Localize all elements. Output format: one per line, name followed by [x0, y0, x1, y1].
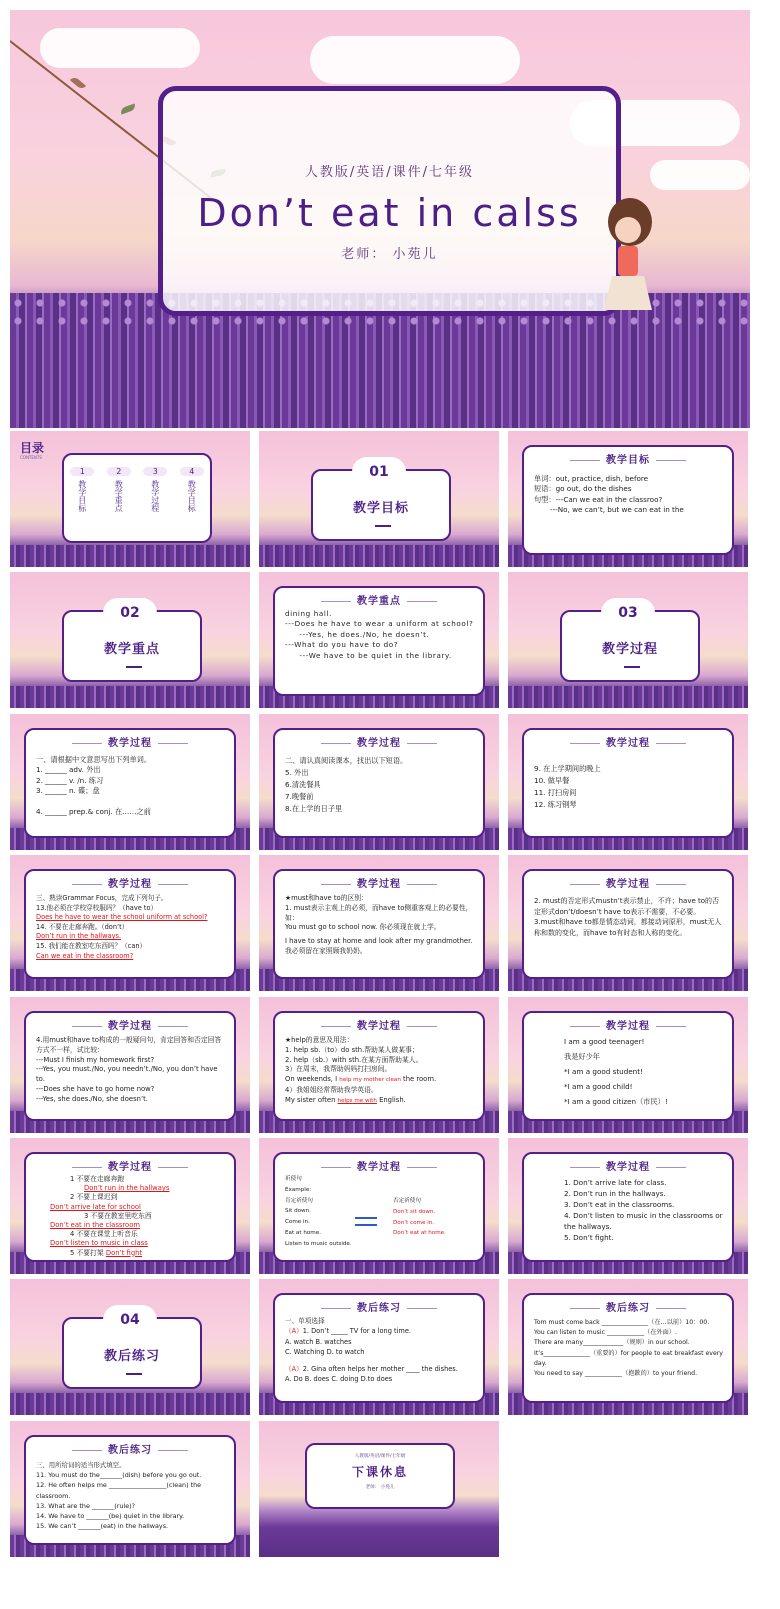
text-line: 1. must表示主观上的必须，而have to侧重客观上的必要性，如：	[285, 903, 473, 922]
content-card	[24, 869, 236, 979]
content-slide	[10, 714, 250, 850]
text-line: 5. 外出	[285, 768, 309, 777]
text-line: 2. must的否定形式mustn’t表示禁止，不许；have to的否定形式don’t/doesn’t have to表示不需要，不必要。	[534, 897, 720, 916]
text-line: Tom must come back _______________（在…以前）10：00.	[534, 1319, 710, 1326]
content-card	[273, 586, 485, 696]
slide-title: 教学过程	[524, 1158, 732, 1173]
slide-title: 教学过程	[26, 875, 234, 890]
section-number: 04	[105, 1307, 155, 1333]
content-card	[522, 1011, 734, 1121]
answer-line: Don’t arrive late for school	[50, 1202, 141, 1211]
text-line: （A）2. Gina often helps her mother ____ the dishes.	[285, 1364, 458, 1373]
section-slide	[10, 1279, 250, 1415]
text-line: 15. We can’t _______(eat) in the hallways.	[36, 1522, 169, 1531]
toc-title: 目录	[20, 441, 45, 455]
content-slide	[259, 997, 499, 1133]
text-line: 4 不要在课堂上听音乐	[70, 1230, 138, 1239]
toc-card	[62, 453, 212, 543]
slide-title: 教学过程	[26, 1158, 234, 1173]
text-line: Example:	[285, 1186, 312, 1193]
section-number: 02	[105, 600, 155, 626]
text-line: It’s_______________（重要的）for people to eat breakfast every day.	[534, 1349, 723, 1367]
answer-line: Don’t run in the hallways	[84, 1184, 170, 1193]
cloud	[310, 36, 520, 84]
content-slide	[10, 997, 250, 1133]
slide-title: 教学过程	[275, 734, 483, 749]
text-line: ---Must I finish my homework first?	[36, 1055, 155, 1064]
text-line: 1 不要在走廊奔跑	[70, 1175, 125, 1183]
toc-item[interactable]: 1 教学目标	[70, 467, 94, 512]
text-line: 3 不要在教室里吃东西	[84, 1211, 152, 1220]
content-slide	[508, 714, 748, 850]
content-card	[522, 445, 734, 555]
section-number: 03	[603, 600, 653, 626]
text-line: I am a good teenager!	[564, 1037, 645, 1046]
text-line: You need to say ____________（抱歉的）to your friend.	[534, 1370, 698, 1378]
text-line: Listen to music outside.	[285, 1240, 352, 1247]
toc-slide	[10, 431, 250, 567]
answer-line: Don’t listen to music in class	[50, 1239, 148, 1248]
slide-title: 教学过程	[524, 1017, 732, 1032]
text-line: ---Yes, she does./No, she doesn’t.	[36, 1094, 148, 1103]
text-line: 1. Don’t arrive late for class.	[564, 1178, 667, 1187]
content-slide	[508, 1138, 748, 1274]
text-line: 3）在周末，我帮助妈妈打扫房间。	[285, 1065, 392, 1074]
content-card	[24, 1435, 236, 1545]
text-line: ★must和have to的区别：	[285, 894, 368, 902]
girl-illustration	[592, 190, 672, 320]
slide-title: 教学过程	[275, 875, 483, 890]
text-line: 8.在上学的日子里	[285, 804, 343, 813]
cover-title: Don’t eat in calss	[197, 191, 582, 235]
text-line: dining hall.	[285, 609, 332, 618]
content-slide	[508, 431, 748, 567]
content-slide	[259, 572, 499, 708]
text-line: *I am a good student!	[564, 1067, 643, 1076]
section-title: 教学过程	[601, 642, 658, 657]
text-line: A. watch B. watches	[285, 1337, 352, 1346]
section-slide	[10, 572, 250, 708]
text-line: 4. Don’t listen to music in the classrooms or the hallways.	[564, 1211, 723, 1231]
content-card	[522, 728, 734, 838]
text-line: 2. help（sb.）with sth.在某方面帮助某人。	[285, 1055, 423, 1064]
content-card	[273, 1152, 485, 1262]
answer-text: help my mother clean	[339, 1077, 401, 1084]
text-line: 一、单项选择	[285, 1317, 325, 1325]
cover-slide	[10, 10, 750, 428]
answer-line: Does he have to wear the school uniform at school?	[36, 913, 208, 922]
text-line: 14. We have to _______(be) quiet in the library.	[36, 1512, 185, 1521]
text-line: 祈使句	[285, 1176, 302, 1182]
toc-title-en: CONTENTS	[20, 455, 42, 460]
slide-title: 教后练习	[275, 1299, 483, 1314]
text-line: 12. 练习钢琴	[534, 800, 577, 809]
text-line: 3.must和have to都是情态动词，都接动词原形，must无人称和数的变化，而have to有时态和人称的变化。	[534, 918, 722, 937]
content-card	[273, 728, 485, 838]
text-line: 7.晚餐前	[285, 792, 314, 801]
text-line: ---What do you have to do?	[285, 640, 399, 650]
text-line: 短语：go out, do the dishes	[534, 484, 632, 494]
end-subtitle: 人教版/英语/课件/七年级	[354, 1454, 406, 1459]
slide-title: 教学过程	[26, 1017, 234, 1032]
slide-title: 教后练习	[26, 1441, 234, 1456]
text-line: 1. help sb.（to）do sth.帮助某人做某事；	[285, 1045, 419, 1054]
content-slide	[259, 1279, 499, 1415]
content-card	[24, 1011, 236, 1121]
content-card	[24, 1152, 236, 1262]
text-line: 4.用must和have to构成的一般疑问句，肯定回答和否定回答方式不一样，试比较：	[36, 1036, 222, 1054]
text-line: 2. Don’t run in the hallways.	[564, 1189, 666, 1198]
text-line: 15. 我们能在教室吃东西吗？（can）	[36, 941, 147, 950]
text-line: 12. He often helps me __________________(clean) the classroom.	[36, 1481, 202, 1500]
text-line: 二、请认真阅读课本，找出以下短语。	[285, 756, 408, 765]
content-card	[24, 728, 236, 838]
answer-line: Don’t run in the hallways.	[36, 932, 122, 941]
end-slide	[259, 1421, 499, 1557]
text-line: ---We have to be quiet in the library.	[285, 650, 452, 660]
text-line: 5. Don’t fight.	[564, 1233, 614, 1242]
text-line: 9. 在上学期间的晚上	[534, 764, 601, 773]
text-line: 1. ______ adv. 外出	[36, 765, 101, 775]
text-line: 4）我姐姐经常帮助我学英语。	[285, 1085, 378, 1094]
content-slide	[508, 855, 748, 991]
text-line: My sister often helps me with English.	[285, 1095, 406, 1104]
text-line: 3. ______ n. 碟；盘	[36, 786, 100, 796]
answer-text: Don’t fight	[105, 1248, 143, 1257]
slide-title: 教学过程	[524, 734, 732, 749]
text-line: C. Watching D. to watch	[285, 1348, 365, 1357]
answer-line: Don’t come in.	[393, 1219, 435, 1226]
text-line: 4. ______ prep.& conj. 在……之前	[36, 806, 151, 816]
text-line: 5 不要打架	[70, 1248, 104, 1257]
text-line: 肯定祈使句	[285, 1197, 313, 1204]
slide-title: 教学过程	[275, 1158, 483, 1173]
leaf	[119, 103, 136, 114]
text-line: *I am a good child!	[564, 1082, 633, 1091]
end-title: 下课休息	[351, 1465, 408, 1479]
content-slide	[259, 1138, 499, 1274]
slide-title: 教后练习	[524, 1299, 732, 1314]
text-line: 单词：out, practice, dish, before	[534, 474, 649, 483]
text-line: Come in.	[285, 1219, 310, 1226]
slide-title: 教学重点	[275, 592, 483, 607]
text-line: 11. You must do the_______(dish) before you go out.	[36, 1471, 202, 1480]
slide-title: 教学过程	[524, 875, 732, 890]
text-line: A. Do B. does C. doing D.to does	[285, 1375, 393, 1384]
content-card	[522, 869, 734, 979]
answer-line: Don’t sit down.	[393, 1208, 436, 1215]
cloud	[650, 160, 750, 190]
text-line: 我是好少年	[564, 1052, 600, 1061]
text-line: Eat at home.	[285, 1229, 321, 1236]
content-card	[522, 1152, 734, 1262]
end-teacher: 老师： 小苑儿	[365, 1485, 395, 1490]
text-line: 13. What are the _______(rule)?	[36, 1501, 136, 1510]
text-line: 2 不要上课迟到	[70, 1193, 118, 1202]
end-card	[305, 1443, 455, 1509]
section-slide	[508, 572, 748, 708]
toc-item[interactable]: 2 教学重点	[107, 467, 131, 512]
text-line: Sit down.	[285, 1208, 311, 1215]
content-slide	[259, 855, 499, 991]
section-title: 教后练习	[103, 1349, 160, 1364]
text-line: 句型：---Can we eat in the classroo?	[534, 494, 663, 504]
text-line: ---Yes, he does./No, he doesn’t.	[285, 629, 430, 639]
text-line: You must go to school now. 你必须现在就上学。	[285, 923, 441, 932]
slide-title: 教学过程	[26, 734, 234, 749]
text-line: 10. 做早餐	[534, 776, 570, 785]
section-title: 教学目标	[352, 501, 409, 516]
title-frame	[158, 86, 621, 316]
text-line: 2. ______ v. /n. 练习	[36, 775, 104, 785]
text-line: ---No, we can’t, but we can eat in the	[534, 505, 684, 515]
text-line: ---Does she have to go home now?	[36, 1084, 155, 1093]
text-line: You can listen to music ____________（在外面）.	[534, 1329, 677, 1337]
content-slide	[10, 1421, 250, 1557]
text-line: ★help的意思及用法：	[285, 1036, 354, 1044]
toc-item[interactable]: 4 教学目标	[180, 467, 204, 512]
text-line: 11. 打扫房间	[534, 788, 577, 797]
text-line: 三、熟读Grammar Focus，完成下列句子。	[36, 894, 168, 902]
content-slide	[10, 1138, 250, 1274]
slide-title: 教学过程	[275, 1017, 483, 1032]
text-line: 否定祈使句	[393, 1198, 421, 1204]
text-line: 14. 不要在走廊奔跑。（don’t）	[36, 922, 129, 931]
section-number: 01	[354, 459, 404, 485]
text-line: 三、用所给词的适当形式填空。	[36, 1461, 126, 1469]
content-card	[273, 869, 485, 979]
content-card	[273, 1011, 485, 1121]
toc-item[interactable]: 3 教学过程	[143, 467, 167, 512]
content-card	[273, 1293, 485, 1403]
answer-line: Don’t eat at home.	[393, 1230, 446, 1237]
text-line: （A）1. Don’t _____ TV for a long time.	[285, 1327, 411, 1336]
text-line: On weekends, I help my mother clean the room.	[285, 1075, 437, 1084]
text-line: *I am a good citizen（市民）!	[564, 1097, 668, 1106]
text-line: 6.清洗餐具	[285, 780, 321, 789]
arrow-icon	[355, 1214, 377, 1228]
text-line: 13.他必须在学校穿校服吗？（have to）	[36, 903, 158, 912]
text-line: ---Yes, you must./No, you needn’t./No, you don’t have to.	[36, 1065, 218, 1084]
cover-teacher: 老师： 小苑儿	[341, 247, 438, 262]
answer-line: Can we eat in the classroom?	[36, 951, 134, 960]
content-slide	[508, 1279, 748, 1415]
answer-line: Don’t eat in the classroom	[50, 1221, 140, 1230]
content-slide	[10, 855, 250, 991]
text-line: ---Does he have to wear a uniform at school?	[285, 619, 474, 629]
answer-text: helps me with	[337, 1097, 377, 1104]
content-card	[522, 1293, 734, 1403]
text-line: 3. Don’t eat in the classrooms.	[564, 1200, 675, 1209]
content-slide	[508, 997, 748, 1133]
text-line: There are many_____________（规则）in our school.	[534, 1339, 690, 1347]
text-line: 一、请根据中文意思写出下列单词。	[36, 755, 152, 764]
section-slide	[259, 431, 499, 567]
section-title: 教学重点	[103, 642, 160, 657]
cloud	[40, 28, 200, 68]
slide-title: 教学目标	[524, 451, 732, 466]
content-slide	[259, 714, 499, 850]
text-line: I have to stay at home and look after my grandmother. 我必须留在家照顾我奶奶。	[285, 937, 473, 955]
cover-subtitle: 人教版/英语/课件/七年级	[304, 165, 475, 180]
